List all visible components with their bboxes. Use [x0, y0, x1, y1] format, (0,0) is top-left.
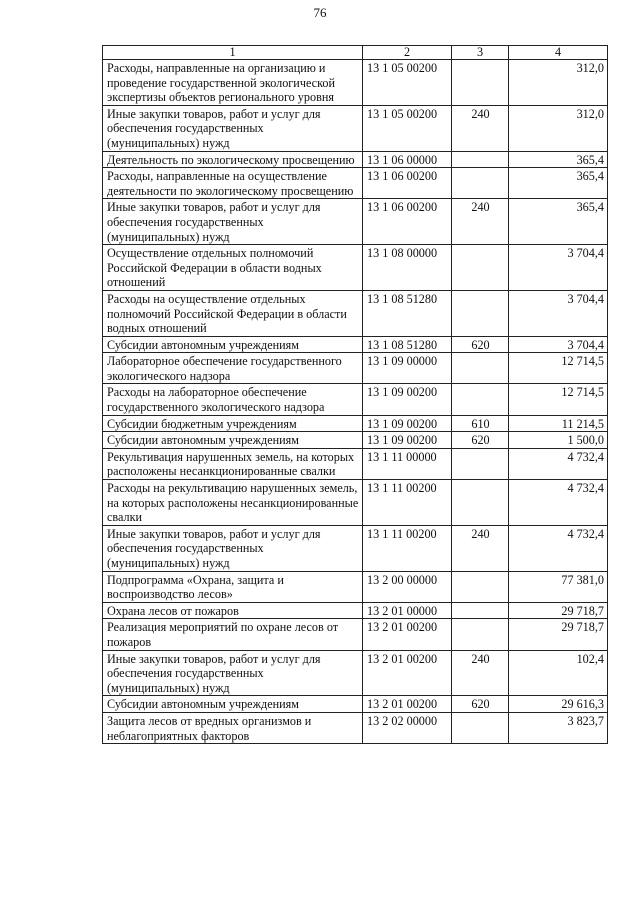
- table-row: [103, 151, 608, 168]
- cell-name: Иные закупки товаров, работ и услуг для обеспечения государственных (муниципальных) нужд: [103, 199, 363, 245]
- cell-name: Иные закупки товаров, работ и услуг для обеспечения государственных (муниципальных) нужд: [103, 650, 363, 696]
- cell-type: [452, 353, 509, 384]
- cell-type: 240: [452, 525, 509, 571]
- cell-code: 13 1 06 00200: [363, 199, 452, 245]
- table-row: [103, 353, 608, 384]
- cell-type: [452, 480, 509, 526]
- cell-amount: 12 714,5: [509, 353, 608, 384]
- cell-code: 13 1 05 00200: [363, 60, 452, 106]
- cell-type: [452, 290, 509, 336]
- column-header-name: 1: [103, 46, 363, 60]
- table-row: [103, 245, 608, 291]
- cell-type: 620: [452, 336, 509, 353]
- cell-type: [452, 619, 509, 650]
- cell-code: 13 1 11 00200: [363, 525, 452, 571]
- cell-type: [452, 245, 509, 291]
- cell-amount: 3 704,4: [509, 245, 608, 291]
- cell-amount: 1 500,0: [509, 432, 608, 449]
- table-row: [103, 480, 608, 526]
- table-row: [103, 290, 608, 336]
- cell-code: 13 1 09 00200: [363, 384, 452, 415]
- table-row: [103, 336, 608, 353]
- cell-code: 13 2 01 00200: [363, 619, 452, 650]
- cell-amount: 29 718,7: [509, 619, 608, 650]
- cell-name: Защита лесов от вредных организмов и неблагоприятных факторов: [103, 712, 363, 743]
- cell-type: 620: [452, 696, 509, 713]
- cell-amount: 29 616,3: [509, 696, 608, 713]
- cell-code: 13 2 01 00200: [363, 696, 452, 713]
- cell-name: Субсидии бюджетным учреждениям: [103, 415, 363, 432]
- table-row: [103, 384, 608, 415]
- cell-code: 13 1 09 00200: [363, 415, 452, 432]
- cell-code: 13 1 08 51280: [363, 290, 452, 336]
- cell-name: Расходы на осуществление отдельных полномочий Российской Федерации в области водных отношений: [103, 290, 363, 336]
- cell-type: 240: [452, 105, 509, 151]
- cell-type: [452, 712, 509, 743]
- cell-name: Осуществление отдельных полномочий Российской Федерации в области водных отношений: [103, 245, 363, 291]
- cell-code: 13 1 11 00200: [363, 480, 452, 526]
- cell-name: Иные закупки товаров, работ и услуг для обеспечения государственных (муниципальных) нужд: [103, 105, 363, 151]
- table-row: [103, 602, 608, 619]
- column-header-code: 2: [363, 46, 452, 60]
- table-row: [103, 571, 608, 602]
- cell-amount: 12 714,5: [509, 384, 608, 415]
- cell-name: Подпрограмма «Охрана, защита и воспроизводство лесов»: [103, 571, 363, 602]
- column-header-type: 3: [452, 46, 509, 60]
- cell-name: Охрана лесов от пожаров: [103, 602, 363, 619]
- cell-name: Расходы на лабораторное обеспечение государственного экологического надзора: [103, 384, 363, 415]
- cell-name: Рекультивация нарушенных земель, на которых расположены несанкционированные свалки: [103, 448, 363, 479]
- cell-name: Расходы, направленные на организацию и проведение государственной экологической экспертизы объектов регионального уровня: [103, 60, 363, 106]
- cell-name: Реализация мероприятий по охране лесов от пожаров: [103, 619, 363, 650]
- cell-type: [452, 602, 509, 619]
- cell-name: Субсидии автономным учреждениям: [103, 696, 363, 713]
- cell-amount: 4 732,4: [509, 480, 608, 526]
- cell-type: [452, 60, 509, 106]
- table-body: [103, 60, 608, 744]
- cell-type: 240: [452, 650, 509, 696]
- cell-amount: 3 704,4: [509, 336, 608, 353]
- cell-type: [452, 571, 509, 602]
- table-row: [103, 712, 608, 743]
- cell-name: Расходы на рекультивацию нарушенных земель, на которых расположены несанкционированные свалки: [103, 480, 363, 526]
- cell-code: 13 2 02 00000: [363, 712, 452, 743]
- cell-type: [452, 151, 509, 168]
- cell-type: 240: [452, 199, 509, 245]
- table-row: [103, 696, 608, 713]
- budget-table: [102, 45, 608, 744]
- cell-name: Лабораторное обеспечение государственного экологического надзора: [103, 353, 363, 384]
- table-row: [103, 448, 608, 479]
- cell-amount: 77 381,0: [509, 571, 608, 602]
- cell-amount: 102,4: [509, 650, 608, 696]
- cell-amount: 3 704,4: [509, 290, 608, 336]
- cell-amount: 365,4: [509, 151, 608, 168]
- cell-amount: 365,4: [509, 199, 608, 245]
- cell-name: Субсидии автономным учреждениям: [103, 432, 363, 449]
- cell-amount: 4 732,4: [509, 525, 608, 571]
- table-row: [103, 105, 608, 151]
- cell-amount: 312,0: [509, 105, 608, 151]
- column-header-amount: 4: [509, 46, 608, 60]
- cell-type: 610: [452, 415, 509, 432]
- cell-code: 13 1 05 00200: [363, 105, 452, 151]
- table-row: [103, 619, 608, 650]
- cell-code: 13 1 08 00000: [363, 245, 452, 291]
- page-number: 76: [313, 5, 327, 20]
- table-row: [103, 60, 608, 106]
- table-row: [103, 650, 608, 696]
- table-row: [103, 199, 608, 245]
- cell-type: [452, 448, 509, 479]
- cell-amount: 4 732,4: [509, 448, 608, 479]
- cell-amount: 29 718,7: [509, 602, 608, 619]
- cell-amount: 3 823,7: [509, 712, 608, 743]
- cell-name: Расходы, направленные на осуществление деятельности по экологическому просвещению: [103, 168, 363, 199]
- cell-code: 13 1 06 00200: [363, 168, 452, 199]
- cell-type: [452, 384, 509, 415]
- cell-amount: 365,4: [509, 168, 608, 199]
- table-row: [103, 168, 608, 199]
- cell-name: Иные закупки товаров, работ и услуг для обеспечения государственных (муниципальных) нужд: [103, 525, 363, 571]
- cell-code: 13 1 11 00000: [363, 448, 452, 479]
- cell-type: 620: [452, 432, 509, 449]
- table-header-row: [103, 46, 608, 60]
- cell-code: 13 2 01 00000: [363, 602, 452, 619]
- cell-code: 13 1 09 00200: [363, 432, 452, 449]
- table-row: [103, 415, 608, 432]
- cell-name: Субсидии автономным учреждениям: [103, 336, 363, 353]
- cell-code: 13 1 06 00000: [363, 151, 452, 168]
- cell-code: 13 1 08 51280: [363, 336, 452, 353]
- cell-type: [452, 168, 509, 199]
- table-row: [103, 525, 608, 571]
- cell-code: 13 2 01 00200: [363, 650, 452, 696]
- cell-amount: 312,0: [509, 60, 608, 106]
- cell-code: 13 1 09 00000: [363, 353, 452, 384]
- table-row: [103, 432, 608, 449]
- cell-amount: 11 214,5: [509, 415, 608, 432]
- cell-name: Деятельность по экологическому просвещению: [103, 151, 363, 168]
- cell-code: 13 2 00 00000: [363, 571, 452, 602]
